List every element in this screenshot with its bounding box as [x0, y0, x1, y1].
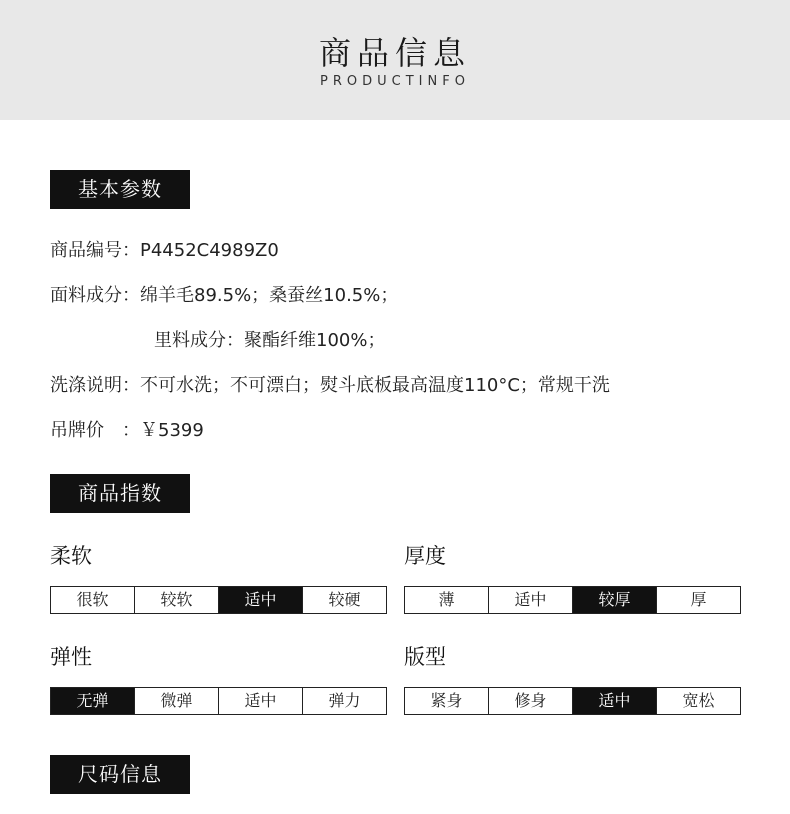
- scale-elasticity: [50, 687, 387, 715]
- param-value: ￥5399: [140, 420, 204, 441]
- param-value: P4452C4989Z0: [140, 240, 279, 261]
- scale-option: 适中: [573, 688, 657, 714]
- scale-option: 紧身: [405, 688, 489, 714]
- scale-option: 厚: [690, 590, 707, 609]
- scale-option: 微弹: [135, 688, 219, 714]
- param-lining: [154, 326, 385, 352]
- page-header: [0, 0, 790, 120]
- param-fabric: [50, 281, 398, 307]
- scale-option: 无弹: [51, 688, 135, 714]
- metric-title-elasticity: 弹性: [50, 645, 92, 669]
- metric-title-fit: 版型: [404, 645, 446, 669]
- scale-thickness: [404, 586, 741, 614]
- scale-option: 适中: [219, 587, 303, 613]
- param-value: 里料成分：聚酯纤维100%；: [154, 330, 386, 351]
- param-label: 面料成分：: [50, 285, 140, 306]
- scale-option: 较硬: [328, 590, 361, 609]
- scale-softness: [50, 586, 387, 614]
- scale-option: 弹力: [328, 691, 361, 710]
- metric-title-thickness: 厚度: [404, 544, 446, 568]
- scale-option: 修身: [489, 688, 573, 714]
- scale-option: 适中: [489, 587, 573, 613]
- scale-fit: [404, 687, 741, 715]
- section-product-index: 商品指数: [50, 474, 190, 513]
- param-value: 不可水洗；不可漂白；熨斗底板最高温度110°C；常规干洗: [140, 375, 610, 396]
- header-subtitle: PRODUCTINFO: [320, 74, 470, 89]
- scale-option: 薄: [405, 587, 489, 613]
- scale-option: 较厚: [573, 587, 657, 613]
- param-product-code: [50, 236, 279, 262]
- param-label: 洗涤说明：: [50, 375, 140, 396]
- param-label: 吊牌价 ：: [50, 420, 140, 441]
- section-basic-params: 基本参数: [50, 170, 190, 209]
- param-value: 绵羊毛89.5%；桑蚕丝10.5%；: [140, 285, 399, 306]
- metric-title-softness: 柔软: [50, 544, 92, 568]
- scale-option: 宽松: [682, 691, 715, 710]
- param-label: 商品编号：: [50, 240, 140, 261]
- scale-option: 适中: [219, 688, 303, 714]
- param-washing: [50, 371, 610, 397]
- scale-option: 很软: [51, 587, 135, 613]
- param-price: [50, 416, 204, 442]
- header-title: 商品信息: [318, 34, 471, 72]
- section-size-info: 尺码信息: [50, 755, 190, 794]
- scale-option: 较软: [135, 587, 219, 613]
